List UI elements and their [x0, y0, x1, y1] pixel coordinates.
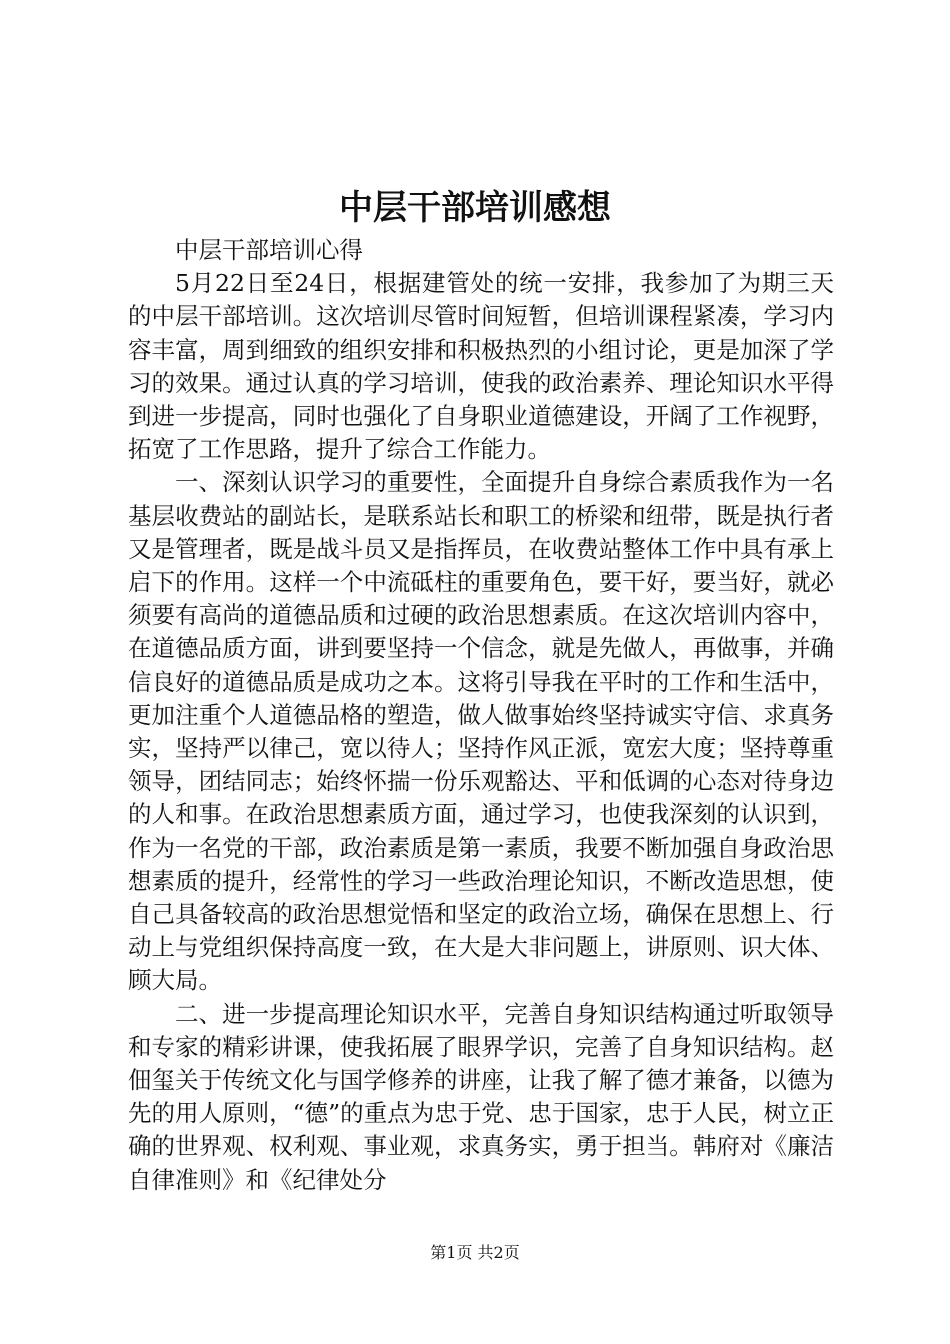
document-title: 中层干部培训感想: [339, 188, 611, 228]
page-indicator: 第1页 共2页: [430, 1243, 520, 1262]
paragraph-section-two: 二、进一步提高理论知识水平，完善自身知识结构通过听取领导和专家的精彩讲课，使我拓展了眼界学识，完善了自身知识结构。赵佃玺关于传统文化与国学修养的讲座，让我了解了德才兼备，以德为先的用人原则，“德”的重点为忠于党、忠于国家，忠于人民，树立正确的世界观、权利观、事业观，求真务实，勇于担当。韩府对《廉洁自律准则》和《纪律处分: [128, 999, 834, 1194]
document-subtitle: 中层干部培训心得: [175, 236, 363, 264]
paragraph-section-one: 一、深刻认识学习的重要性，全面提升自身综合素质我作为一名基层收费站的副站长，是联系站长和职工的桥梁和纽带，既是执行者又是管理者，既是战斗员又是指挥员，在收费站整体工作中具有承上启下的作用。这样一个中流砥柱的重要角色，要干好，要当好，就必须要有高尚的道德品质和过硬的政治思想素质。在这次培训内容中，在道德品质方面，讲到要坚持一个信念，就是先做人，再做事，并确信良好的道德品质是成功之本。这将引导我在平时的工作和生活中，更加注重个人道德品格的塑造，做人做事始终坚持诚实守信、求真务实，坚持严以律己，宽以待人；坚持作风正派，宽宏大度；坚持尊重领导，团结同志；始终怀揣一份乐观豁达、平和低调的心态对待身边的人和事。在政治思想素质方面，通过学习，也使我深刻的认识到，作为一名党的干部，政治素质是第一素质，我要不断加强自身政治思想素质的提升，经常性的学习一些政治理论知识，不断改造思想，使自己具备较高的政治思想觉悟和坚定的政治立场，确保在思想上、行动上与党组织保持高度一致，在大是大非问题上，讲原则、识大体、顾大局。: [128, 468, 834, 995]
paragraph-intro: 5月22日至24日，根据建管处的统一安排，我参加了为期三天的中层干部培训。这次培训尽管时间短暂，但培训课程紧凑，学习内容丰富，周到细致的组织安排和积极热烈的小组讨论，更是加深了学习的效果。通过认真的学习培训，使我的政治素养、理论知识水平得到进一步提高，同时也强化了自身职业道德建设，开阔了工作视野，拓宽了工作思路，提升了综合工作能力。: [128, 269, 834, 464]
document-body: [128, 234, 834, 1197]
